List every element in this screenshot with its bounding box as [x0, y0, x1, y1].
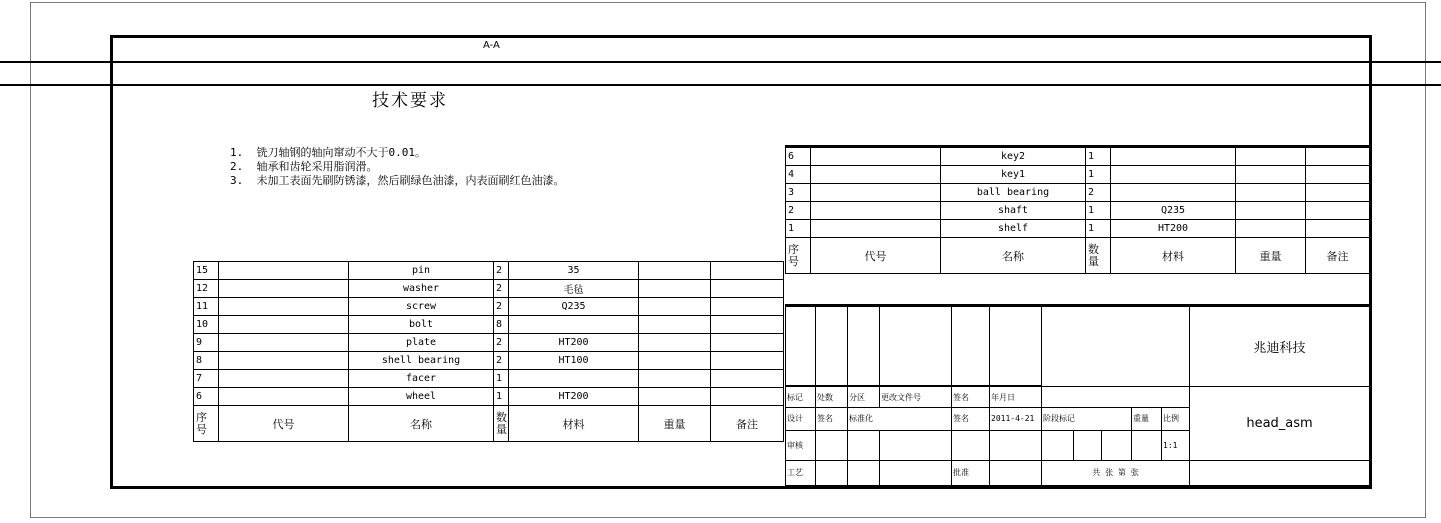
bom-left-cell-mat: [509, 316, 639, 334]
label-weight: 重量: [1132, 408, 1162, 431]
header-code: 代号: [811, 238, 941, 274]
bom-right-cell-wt: [1236, 147, 1306, 166]
header-no: 序号: [786, 238, 811, 274]
label-sign3: 签名: [952, 408, 990, 431]
bom-right-cell-note: [1306, 220, 1370, 238]
bom-left-cell-qty: 1: [494, 370, 509, 388]
bom-left-cell-no: 9: [194, 334, 219, 352]
bom-right-cell-qty: 1: [1086, 220, 1111, 238]
bom-right-cell-qty: 1: [1086, 166, 1111, 184]
header-name: 名称: [941, 238, 1086, 274]
bom-left-row: [194, 298, 784, 316]
bom-left-cell-name: facer: [349, 370, 494, 388]
header-qty: 数量: [1086, 238, 1111, 274]
bom-right-cell-code: [811, 184, 941, 202]
bom-right-cell-no: 3: [786, 184, 811, 202]
bom-left-cell-code: [219, 388, 349, 406]
bom-left-cell-no: 6: [194, 388, 219, 406]
bom-left-cell-mat: [509, 370, 639, 388]
bom-left-cell-note: [711, 280, 784, 298]
bom-right-cell-note: [1306, 202, 1370, 220]
bom-left-cell-no: 7: [194, 370, 219, 388]
header-name: 名称: [349, 406, 494, 442]
label-std: 标准化: [848, 408, 952, 431]
bom-left-header: [194, 406, 784, 442]
bom-right-cell-code: [811, 220, 941, 238]
bom-left-row: [194, 280, 784, 298]
bom-left-cell-name: plate: [349, 334, 494, 352]
bom-left-row: [194, 370, 784, 388]
bom-left-cell-note: [711, 316, 784, 334]
bom-table-right: [785, 145, 1370, 274]
header-code: 代号: [219, 406, 349, 442]
company-name: 兆迪科技: [1190, 306, 1370, 387]
bom-left-cell-code: [219, 316, 349, 334]
label-ratio: 比例: [1162, 408, 1190, 431]
bom-left-cell-mat: Q235: [509, 298, 639, 316]
bom-left-cell-no: 10: [194, 316, 219, 334]
date-value: 2011-4-21: [990, 408, 1042, 431]
tech-requirement-3: 3. 未加工表面先刷防锈漆，然后刷绿色油漆，内表面刷红色油漆。: [230, 174, 565, 187]
bom-left-cell-note: [711, 352, 784, 370]
bom-left-cell-name: bolt: [349, 316, 494, 334]
bom-right-cell-wt: [1236, 184, 1306, 202]
bom-left-row: [194, 352, 784, 370]
scale-value: 1:1: [1162, 430, 1190, 460]
bom-right-row: [786, 202, 1370, 220]
bom-right-row: [786, 220, 1370, 238]
bom-left-cell-note: [711, 388, 784, 406]
label-count: 处数: [816, 387, 848, 408]
bom-left-cell-no: 11: [194, 298, 219, 316]
label-sign2: 签名: [816, 408, 848, 431]
bom-right-cell-mat: [1111, 184, 1236, 202]
bom-left-cell-qty: 1: [494, 388, 509, 406]
bom-left-cell-name: shell bearing: [349, 352, 494, 370]
bom-right-cell-mat: [1111, 166, 1236, 184]
bom-left-cell-mat: HT200: [509, 334, 639, 352]
bom-left-cell-mat: HT200: [509, 388, 639, 406]
label-process: 工艺: [786, 460, 816, 485]
bom-left-cell-qty: 2: [494, 298, 509, 316]
bom-left-cell-note: [711, 262, 784, 280]
bom-right-cell-qty: 1: [1086, 147, 1111, 166]
bom-left-cell-wt: [639, 280, 711, 298]
bom-right-cell-note: [1306, 166, 1370, 184]
bom-right-cell-no: 2: [786, 202, 811, 220]
bom-right-cell-wt: [1236, 166, 1306, 184]
bom-right-cell-no: 6: [786, 147, 811, 166]
bom-left-cell-name: wheel: [349, 388, 494, 406]
bom-left-cell-qty: 8: [494, 316, 509, 334]
bom-left-cell-qty: 2: [494, 352, 509, 370]
label-doc: 更改文件号: [880, 387, 952, 408]
header-note: 备注: [1306, 238, 1370, 274]
bom-left-cell-name: washer: [349, 280, 494, 298]
bom-left-row: [194, 262, 784, 280]
header-qty: 数量: [494, 406, 509, 442]
bom-right-cell-mat: HT200: [1111, 220, 1236, 238]
bom-left-cell-wt: [639, 388, 711, 406]
bom-right-cell-mat: Q235: [1111, 202, 1236, 220]
label-stage: 阶段标记: [1042, 408, 1132, 431]
bom-left-cell-qty: 2: [494, 280, 509, 298]
bom-left-cell-wt: [639, 262, 711, 280]
bom-right-row: [786, 184, 1370, 202]
bom-left-row: [194, 388, 784, 406]
bom-left-cell-note: [711, 370, 784, 388]
bom-left-cell-qty: 2: [494, 262, 509, 280]
bom-left-cell-mat: 毛毡: [509, 280, 639, 298]
label-sheets: 共 张 第 张: [1042, 460, 1190, 485]
bom-right-cell-name: key1: [941, 166, 1086, 184]
label-date: 年月日: [990, 387, 1042, 408]
bom-right-cell-code: [811, 147, 941, 166]
bom-right-cell-mat: [1111, 147, 1236, 166]
bom-left-cell-code: [219, 280, 349, 298]
bom-left-cell-note: [711, 334, 784, 352]
tech-requirement-1: 1. 铣刀轴钢的轴向窜动不大于0.01。: [230, 146, 426, 159]
bom-left-cell-code: [219, 334, 349, 352]
bom-left-cell-code: [219, 370, 349, 388]
label-design: 设计: [786, 408, 816, 431]
header-no: 序号: [194, 406, 219, 442]
bom-right-cell-qty: 1: [1086, 202, 1111, 220]
bom-left-cell-wt: [639, 298, 711, 316]
label-mark: 标记: [786, 387, 816, 408]
bom-left-cell-wt: [639, 316, 711, 334]
bom-right-cell-wt: [1236, 202, 1306, 220]
bom-right-cell-no: 1: [786, 220, 811, 238]
bom-left-cell-note: [711, 298, 784, 316]
bom-right-cell-name: key2: [941, 147, 1086, 166]
bom-right-cell-code: [811, 166, 941, 184]
bom-table-left: [193, 261, 784, 442]
header-material: 材料: [509, 406, 639, 442]
header-note: 备注: [711, 406, 784, 442]
bom-right-cell-no: 4: [786, 166, 811, 184]
bom-left-cell-no: 15: [194, 262, 219, 280]
title-block: [785, 304, 1370, 486]
tech-requirements-title: 技术要求: [372, 91, 448, 111]
bom-right-row: [786, 147, 1370, 166]
header-material: 材料: [1111, 238, 1236, 274]
bom-left-cell-code: [219, 262, 349, 280]
bom-left-cell-qty: 2: [494, 334, 509, 352]
bom-left-cell-wt: [639, 370, 711, 388]
header-weight: 重量: [639, 406, 711, 442]
header-weight: 重量: [1236, 238, 1306, 274]
bom-right-cell-note: [1306, 147, 1370, 166]
bom-right-cell-code: [811, 202, 941, 220]
label-sign: 签名: [952, 387, 990, 408]
bom-left-cell-no: 8: [194, 352, 219, 370]
label-review: 审核: [786, 430, 816, 460]
bom-right-cell-wt: [1236, 220, 1306, 238]
bom-right-cell-name: ball bearing: [941, 184, 1086, 202]
bom-right-row: [786, 166, 1370, 184]
bom-left-cell-wt: [639, 352, 711, 370]
bom-right-cell-qty: 2: [1086, 184, 1111, 202]
label-approve: 批准: [952, 460, 990, 485]
drawing-name: head_asm: [1190, 387, 1370, 460]
bom-right-cell-note: [1306, 184, 1370, 202]
label-zone: 分区: [848, 387, 880, 408]
tech-requirement-2: 2. 轴承和齿轮采用脂润滑。: [230, 160, 378, 173]
bom-left-row: [194, 316, 784, 334]
bom-left-cell-code: [219, 298, 349, 316]
bom-left-cell-name: pin: [349, 262, 494, 280]
section-label: A-A: [483, 40, 500, 51]
bom-right-header: [786, 238, 1370, 274]
bom-left-cell-no: 12: [194, 280, 219, 298]
bom-left-cell-name: screw: [349, 298, 494, 316]
bom-left-row: [194, 334, 784, 352]
bom-left-cell-code: [219, 352, 349, 370]
bom-left-cell-wt: [639, 334, 711, 352]
bom-right-cell-name: shaft: [941, 202, 1086, 220]
bom-right-cell-name: shelf: [941, 220, 1086, 238]
bom-left-cell-mat: 35: [509, 262, 639, 280]
bom-left-cell-mat: HT100: [509, 352, 639, 370]
